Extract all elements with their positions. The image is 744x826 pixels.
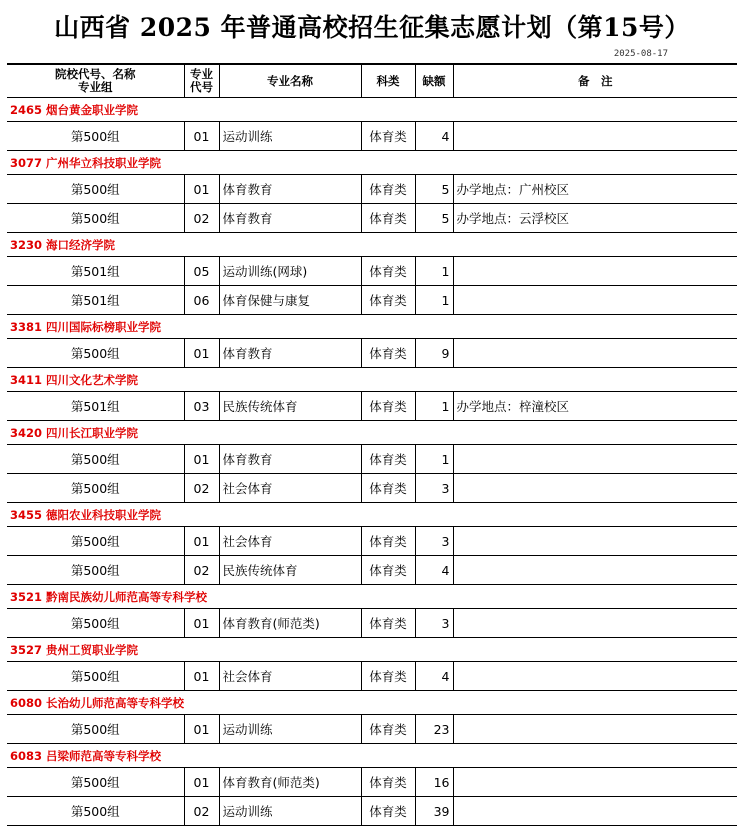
major-cell: 运动训练	[219, 122, 361, 151]
code-cell: 01	[184, 662, 219, 691]
note-cell	[453, 556, 737, 585]
header-code	[184, 64, 219, 98]
school-row	[7, 151, 737, 175]
code-cell: 05	[184, 257, 219, 286]
school-row	[7, 421, 737, 445]
quota-cell: 1	[415, 445, 453, 474]
school-name: 3230 海口经济学院	[7, 233, 737, 257]
school-row	[7, 503, 737, 527]
major-cell: 体育教育	[219, 339, 361, 368]
header-major: 专业名称	[219, 64, 361, 98]
school-name: 3381 四川国际标榜职业学院	[7, 315, 737, 339]
school-row	[7, 315, 737, 339]
cat-cell: 体育类	[361, 392, 415, 421]
major-cell: 社会体育	[219, 474, 361, 503]
header-school-line2: 专业组	[78, 80, 113, 94]
group-cell: 第500组	[7, 175, 184, 204]
school-name: 6080 长治幼儿师范高等专科学校	[7, 691, 737, 715]
group-cell: 第500组	[7, 339, 184, 368]
table-row	[7, 122, 737, 151]
major-cell: 运动训练	[219, 715, 361, 744]
cat-cell: 体育类	[361, 715, 415, 744]
code-cell: 02	[184, 797, 219, 826]
cat-cell: 体育类	[361, 445, 415, 474]
quota-cell: 3	[415, 527, 453, 556]
quota-cell: 39	[415, 797, 453, 826]
quota-cell: 4	[415, 556, 453, 585]
header-school-line1: 院校代号、名称	[55, 67, 136, 81]
major-cell: 民族传统体育	[219, 392, 361, 421]
school-name: 2465 烟台黄金职业学院	[7, 98, 737, 122]
note-cell	[453, 797, 737, 826]
group-cell: 第500组	[7, 445, 184, 474]
code-cell: 01	[184, 768, 219, 797]
group-cell: 第500组	[7, 662, 184, 691]
major-cell: 社会体育	[219, 527, 361, 556]
table-row	[7, 445, 737, 474]
group-cell: 第500组	[7, 556, 184, 585]
school-name: 3521 黔南民族幼儿师范高等专科学校	[7, 585, 737, 609]
table-row	[7, 527, 737, 556]
note-cell	[453, 527, 737, 556]
code-cell: 02	[184, 204, 219, 233]
plan-table	[7, 63, 737, 826]
quota-cell: 5	[415, 204, 453, 233]
school-name: 3455 德阳农业科技职业学院	[7, 503, 737, 527]
table-row	[7, 286, 737, 315]
group-cell: 第500组	[7, 768, 184, 797]
table-row	[7, 339, 737, 368]
quota-cell: 1	[415, 257, 453, 286]
quota-cell: 16	[415, 768, 453, 797]
quota-cell: 3	[415, 609, 453, 638]
table-row	[7, 768, 737, 797]
code-cell: 06	[184, 286, 219, 315]
cat-cell: 体育类	[361, 339, 415, 368]
cat-cell: 体育类	[361, 556, 415, 585]
header-category: 科类	[361, 64, 415, 98]
major-cell: 社会体育	[219, 662, 361, 691]
quota-cell: 9	[415, 339, 453, 368]
code-cell: 01	[184, 527, 219, 556]
table-body	[7, 98, 737, 826]
header-quota: 缺额	[415, 64, 453, 98]
major-cell: 体育教育	[219, 445, 361, 474]
cat-cell: 体育类	[361, 122, 415, 151]
group-cell: 第501组	[7, 392, 184, 421]
note-cell	[453, 339, 737, 368]
major-cell: 体育教育(师范类)	[219, 768, 361, 797]
school-row	[7, 98, 737, 122]
quota-cell: 1	[415, 286, 453, 315]
group-cell: 第501组	[7, 257, 184, 286]
note-cell: 办学地点：梓潼校区	[453, 392, 737, 421]
quota-cell: 5	[415, 175, 453, 204]
cat-cell: 体育类	[361, 797, 415, 826]
group-cell: 第500组	[7, 204, 184, 233]
cat-cell: 体育类	[361, 662, 415, 691]
cat-cell: 体育类	[361, 257, 415, 286]
quota-cell: 4	[415, 122, 453, 151]
group-cell: 第500组	[7, 797, 184, 826]
note-cell	[453, 257, 737, 286]
cat-cell: 体育类	[361, 175, 415, 204]
table-row	[7, 797, 737, 826]
table-row	[7, 175, 737, 204]
page-title: 山西省 2025 年普通高校招生征集志愿计划（第15号）	[54, 13, 690, 42]
note-cell	[453, 609, 737, 638]
table-row	[7, 609, 737, 638]
group-cell: 第500组	[7, 715, 184, 744]
code-cell: 01	[184, 339, 219, 368]
note-cell: 办学地点：广州校区	[453, 175, 737, 204]
major-cell: 民族传统体育	[219, 556, 361, 585]
school-name: 6083 吕梁师范高等专科学校	[7, 744, 737, 768]
note-cell	[453, 474, 737, 503]
major-cell: 运动训练	[219, 797, 361, 826]
major-cell: 运动训练(网球)	[219, 257, 361, 286]
header-note: 备 注	[453, 64, 737, 98]
school-row	[7, 744, 737, 768]
note-cell: 办学地点：云浮校区	[453, 204, 737, 233]
school-row	[7, 691, 737, 715]
header-school	[7, 64, 184, 98]
code-cell: 01	[184, 122, 219, 151]
school-row	[7, 368, 737, 392]
major-cell: 体育保健与康复	[219, 286, 361, 315]
cat-cell: 体育类	[361, 474, 415, 503]
group-cell: 第500组	[7, 609, 184, 638]
group-cell: 第501组	[7, 286, 184, 315]
code-cell: 01	[184, 715, 219, 744]
table-row	[7, 556, 737, 585]
school-row	[7, 233, 737, 257]
cat-cell: 体育类	[361, 768, 415, 797]
note-cell	[453, 122, 737, 151]
table-header-row	[7, 64, 737, 98]
header-code-line2: 代号	[190, 80, 213, 94]
table-row	[7, 662, 737, 691]
quota-cell: 3	[415, 474, 453, 503]
table-row	[7, 257, 737, 286]
school-row	[7, 585, 737, 609]
cat-cell: 体育类	[361, 204, 415, 233]
note-cell	[453, 662, 737, 691]
group-cell: 第500组	[7, 474, 184, 503]
cat-cell: 体育类	[361, 286, 415, 315]
code-cell: 03	[184, 392, 219, 421]
school-row	[7, 638, 737, 662]
school-name: 3077 广州华立科技职业学院	[7, 151, 737, 175]
note-cell	[453, 715, 737, 744]
code-cell: 01	[184, 445, 219, 474]
group-cell: 第500组	[7, 527, 184, 556]
code-cell: 02	[184, 474, 219, 503]
cat-cell: 体育类	[361, 527, 415, 556]
publish-date: 2025-08-17	[613, 49, 668, 59]
quota-cell: 1	[415, 392, 453, 421]
note-cell	[453, 445, 737, 474]
school-name: 3527 贵州工贸职业学院	[7, 638, 737, 662]
quota-cell: 4	[415, 662, 453, 691]
table-row	[7, 474, 737, 503]
major-cell: 体育教育	[219, 175, 361, 204]
code-cell: 02	[184, 556, 219, 585]
table-row	[7, 392, 737, 421]
note-cell	[453, 768, 737, 797]
code-cell: 01	[184, 175, 219, 204]
note-cell	[453, 286, 737, 315]
group-cell: 第500组	[7, 122, 184, 151]
cat-cell: 体育类	[361, 609, 415, 638]
major-cell: 体育教育(师范类)	[219, 609, 361, 638]
table-row	[7, 715, 737, 744]
quota-cell: 23	[415, 715, 453, 744]
school-name: 3420 四川长江职业学院	[7, 421, 737, 445]
code-cell: 01	[184, 609, 219, 638]
header-code-line1: 专业	[190, 67, 213, 81]
table-row	[7, 204, 737, 233]
major-cell: 体育教育	[219, 204, 361, 233]
school-name: 3411 四川文化艺术学院	[7, 368, 737, 392]
